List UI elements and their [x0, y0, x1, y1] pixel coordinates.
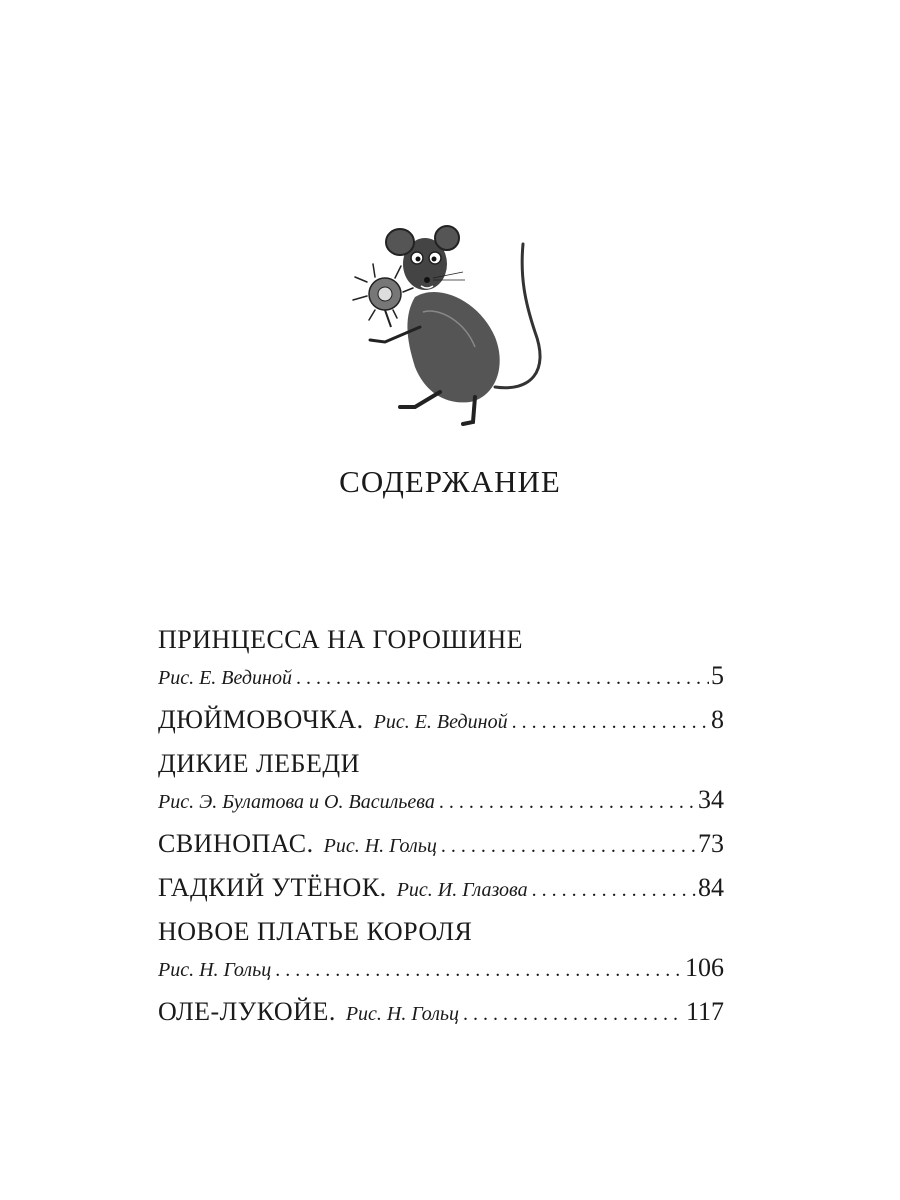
- toc-entry[interactable]: [158, 994, 724, 1032]
- dot-leader: [512, 704, 709, 740]
- table-of-contents: [158, 622, 724, 1038]
- dot-leader: [275, 952, 683, 988]
- toc-page-number: 84: [698, 873, 724, 902]
- toc-entry-title: ДИКИЕ ЛЕБЕДИ: [158, 749, 360, 778]
- toc-entry-title: СВИНОПАС.: [158, 829, 314, 858]
- dot-leader: [441, 828, 696, 864]
- toc-page-number: 34: [698, 785, 724, 814]
- dot-leader: [296, 660, 709, 696]
- toc-entry-credit: Рис. Э. Булатова и О. Васильева: [158, 791, 435, 813]
- toc-page-number: 8: [711, 705, 724, 734]
- dot-leader: [532, 872, 696, 908]
- mouse-illustration: [345, 222, 565, 437]
- toc-entry[interactable]: [158, 746, 724, 820]
- toc-entry-credit: Рис. Н. Гольц: [323, 835, 437, 857]
- toc-entry-title: ДЮЙМОВОЧКА.: [158, 705, 364, 734]
- toc-entry-title: ГАДКИЙ УТЁНОК.: [158, 873, 387, 902]
- toc-entry-title: НОВОЕ ПЛАТЬЕ КОРОЛЯ: [158, 917, 473, 946]
- toc-entry[interactable]: [158, 826, 724, 864]
- toc-page-number: 5: [711, 661, 724, 690]
- toc-page-number: 73: [698, 829, 724, 858]
- dot-leader: [439, 784, 696, 820]
- toc-page-number: 117: [685, 997, 724, 1026]
- toc-entry[interactable]: [158, 870, 724, 908]
- toc-entry-credit: Рис. Н. Гольц: [158, 959, 272, 981]
- dot-leader: [463, 996, 684, 1032]
- toc-page-number: 106: [685, 953, 724, 982]
- toc-entry-credit: Рис. Н. Гольц: [345, 1003, 460, 1025]
- toc-entry-credit: Рис. И. Глазова: [396, 879, 528, 901]
- toc-entry-credit: Рис. Е. Вединой: [158, 667, 292, 689]
- toc-entry-title: ОЛЕ-ЛУКОЙЕ.: [158, 997, 336, 1026]
- page-title: СОДЕРЖАНИЕ: [339, 464, 561, 499]
- toc-entry[interactable]: [158, 702, 724, 740]
- toc-entry-credit: Рис. Е. Вединой: [373, 711, 508, 733]
- toc-entry[interactable]: [158, 622, 724, 696]
- toc-entry[interactable]: [158, 914, 724, 988]
- toc-entry-title: ПРИНЦЕССА НА ГОРОШИНЕ: [158, 625, 524, 654]
